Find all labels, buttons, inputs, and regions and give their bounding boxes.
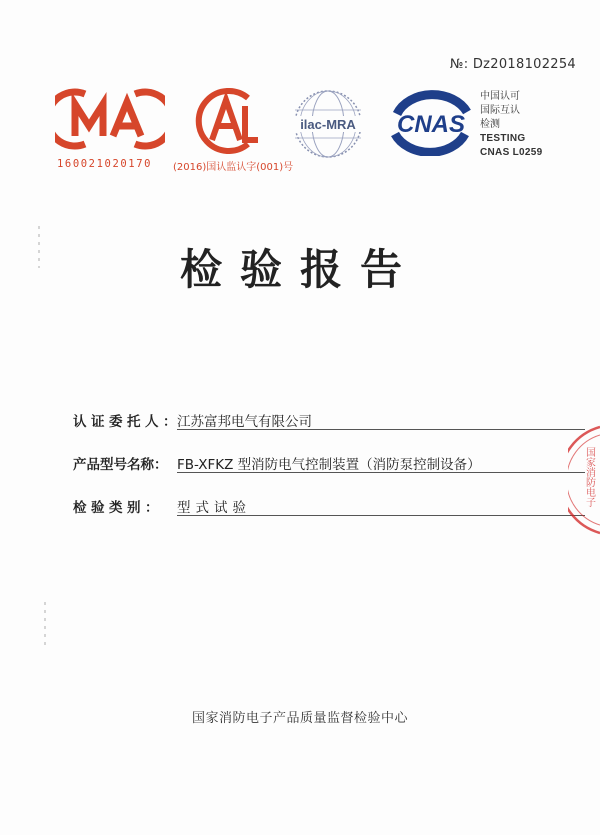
field-client-value: 江苏富邦电气有限公司 — [177, 414, 312, 430]
field-product — [73, 451, 585, 473]
field-product-label: 产品型号名称： — [73, 457, 168, 473]
svg-text:CNAS: CNAS — [396, 111, 466, 138]
report-number: №: Dz2018102254 — [449, 57, 576, 72]
cal-mark-icon — [190, 88, 270, 154]
cnas-mark-icon — [385, 90, 477, 156]
field-category-value: 型式试验 — [177, 500, 251, 516]
ilac-mra-logo — [287, 88, 369, 160]
field-underline — [177, 515, 585, 516]
cnas-line-1: 中国认可 — [480, 91, 520, 102]
cal-caption: (2016)国认监认字(001)号 — [173, 162, 294, 173]
svg-text:国家消防电子: 国家消防电子 — [583, 447, 595, 507]
field-underline — [177, 472, 585, 473]
official-seal-icon — [568, 425, 600, 535]
ilac-globe-icon — [287, 88, 369, 160]
binding-mark-icon — [42, 602, 48, 648]
field-category-label: 检验类别： — [73, 500, 163, 516]
certification-logos — [55, 88, 575, 178]
svg-text:ilac-MRA: ilac-MRA — [300, 117, 356, 132]
cnas-line-2: 国际互认 — [480, 105, 520, 116]
field-product-value: FB-XFKZ 型消防电气控制装置（消防泵控制设备） — [177, 457, 481, 473]
field-client — [73, 408, 585, 430]
cnas-logo — [385, 90, 477, 156]
report-title: 检验报告 — [179, 245, 420, 294]
cma-mark-icon — [55, 88, 165, 150]
cnas-testing: TESTING — [480, 133, 526, 144]
field-category — [73, 494, 585, 516]
issuing-organization: 国家消防电子产品质量监督检验中心 — [191, 711, 408, 726]
cnas-code: CNAS L0259 — [480, 147, 543, 158]
cnas-line-3: 检测 — [480, 119, 500, 130]
cma-logo — [55, 88, 165, 150]
cnas-text-block — [480, 90, 542, 160]
cal-logo — [190, 88, 270, 154]
field-underline — [177, 429, 585, 430]
cma-code: 160021020170 — [57, 158, 153, 170]
field-client-label: 认证委托人： — [73, 414, 181, 430]
